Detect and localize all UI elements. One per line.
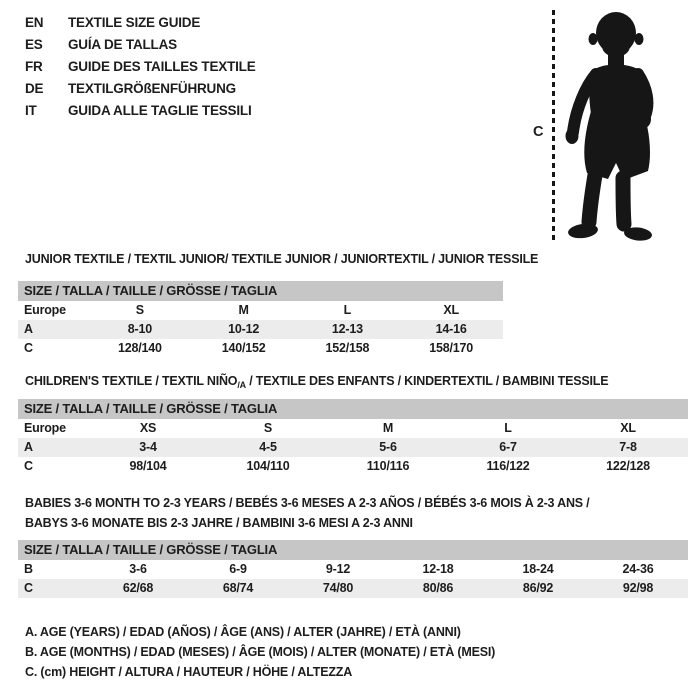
age-cell: 24-36	[622, 562, 654, 576]
children-title-subscript: /A	[237, 380, 246, 390]
table-row-age-years	[18, 320, 503, 339]
junior-size-table	[18, 281, 503, 358]
age-cell: 3-4	[139, 440, 157, 454]
language-code: ES	[25, 37, 43, 52]
row-label: C	[24, 341, 33, 355]
size-cell: S	[263, 421, 273, 435]
table-row-europe	[18, 419, 688, 438]
legend-line-c: C. (cm) HEIGHT / ALTURA / HAUTEUR / HÖHE / ALTEZZA	[25, 665, 353, 679]
height-cell: 116/122	[486, 459, 530, 473]
age-cell: 18-24	[522, 562, 554, 576]
table-row-height-cm	[18, 579, 688, 598]
age-cell: 7-8	[619, 440, 637, 454]
age-cell: 5-6	[379, 440, 397, 454]
size-header-band: SIZE / TALLA / TAILLE / GRÖSSE / TAGLIA	[18, 399, 688, 419]
height-cell: 110/116	[366, 459, 410, 473]
age-cell: 8-10	[127, 322, 152, 336]
table-row-europe	[18, 301, 503, 320]
age-cell: 6-7	[499, 440, 517, 454]
row-label: B	[24, 562, 33, 576]
size-cell: XL	[620, 421, 636, 435]
height-cell: 92/98	[622, 581, 654, 595]
height-dashed-line-icon	[552, 10, 555, 243]
language-code: FR	[25, 59, 43, 74]
height-cell: 74/80	[322, 581, 354, 595]
row-label: A	[24, 440, 33, 454]
age-cell: 6-9	[229, 562, 247, 576]
row-label: Europe	[24, 303, 66, 317]
height-measure-label: C	[533, 124, 544, 140]
height-cell: 158/170	[429, 341, 474, 355]
height-cell: 98/104	[129, 459, 167, 473]
language-row-fr	[25, 56, 256, 78]
language-row-es	[25, 34, 256, 56]
table-row-age-years	[18, 438, 688, 457]
row-label: C	[24, 581, 33, 595]
height-cell: 152/158	[325, 341, 370, 355]
babies-table-title	[25, 493, 589, 533]
age-cell: 14-16	[435, 322, 467, 336]
guide-title-it: GUIDA ALLE TAGLIE TESSILI	[68, 103, 252, 118]
language-row-it	[25, 100, 256, 122]
size-cell: M	[238, 303, 249, 317]
guide-title-en: TEXTILE SIZE GUIDE	[68, 15, 201, 30]
height-cell: 140/152	[221, 341, 266, 355]
table-row-height-cm	[18, 339, 503, 358]
height-cell: 68/74	[222, 581, 254, 595]
age-cell: 10-12	[228, 322, 260, 336]
age-cell: 4-5	[259, 440, 277, 454]
height-cell: 128/140	[117, 341, 162, 355]
size-cell: L	[504, 421, 512, 435]
guide-title-es: GUÍA DE TALLAS	[68, 37, 177, 52]
age-cell: 3-6	[129, 562, 147, 576]
table-row-height-cm	[18, 457, 688, 476]
junior-table-title: JUNIOR TEXTILE / TEXTIL JUNIOR/ TEXTILE JUNIOR / JUNIORTEXTIL / JUNIOR TESSILE	[25, 252, 539, 266]
row-label: C	[24, 459, 33, 473]
age-cell: 12-18	[422, 562, 454, 576]
babies-title-line1: BABIES 3-6 MONTH TO 2-3 YEARS / BEBÉS 3-6 MESES A 2-3 AÑOS / BÉBÉS 3-6 MOIS À 2-3 ANS /	[25, 496, 590, 510]
legend	[25, 622, 495, 682]
language-code: DE	[25, 81, 44, 96]
language-code: IT	[25, 103, 37, 118]
children-title-prefix: CHILDREN'S TEXTILE / TEXTIL NIÑO	[25, 374, 238, 388]
toddler-silhouette-icon	[562, 8, 664, 242]
size-cell: M	[382, 421, 394, 435]
language-row-en	[25, 12, 256, 34]
children-size-table	[18, 399, 688, 476]
babies-title-line2: BABYS 3-6 MONATE BIS 2-3 JAHRE / BAMBINI 3-6 MESI A 2-3 ANNI	[25, 516, 413, 530]
age-cell: 9-12	[325, 562, 351, 576]
size-cell: L	[343, 303, 352, 317]
size-header-band: SIZE / TALLA / TAILLE / GRÖSSE / TAGLIA	[18, 540, 688, 560]
language-code: EN	[25, 15, 44, 30]
legend-line-a: A. AGE (YEARS) / EDAD (AÑOS) / ÂGE (ANS) / ALTER (JAHRE) / ETÀ (ANNI)	[25, 625, 461, 639]
height-cell: 86/92	[522, 581, 554, 595]
guide-title-de: TEXTILGRÖßENFÜHRUNG	[68, 81, 236, 96]
row-label: A	[24, 322, 33, 336]
children-title-suffix: / TEXTILE DES ENFANTS / KINDERTEXTIL / BAMBINI TESSILE	[245, 374, 609, 388]
babies-size-table	[18, 540, 688, 598]
height-cell: 62/68	[122, 581, 154, 595]
size-cell: XL	[443, 303, 459, 317]
table-row-age-months	[18, 560, 688, 579]
age-cell: 12-13	[331, 322, 363, 336]
size-cell: XS	[139, 421, 157, 435]
height-cell: 80/86	[422, 581, 454, 595]
size-header-band: SIZE / TALLA / TAILLE / GRÖSSE / TAGLIA	[18, 281, 503, 301]
guide-title-fr: GUIDE DES TAILLES TEXTILE	[68, 59, 256, 74]
size-cell: S	[135, 303, 144, 317]
height-cell: 104/110	[246, 459, 290, 473]
language-row-de	[25, 78, 256, 100]
row-label: Europe	[24, 421, 66, 435]
children-table-title	[25, 374, 608, 390]
language-title-list	[25, 12, 256, 122]
legend-line-b: B. AGE (MONTHS) / EDAD (MESES) / ÂGE (MOIS) / ALTER (MONATE) / ETÀ (MESI)	[25, 645, 496, 659]
height-cell: 122/128	[606, 459, 650, 473]
